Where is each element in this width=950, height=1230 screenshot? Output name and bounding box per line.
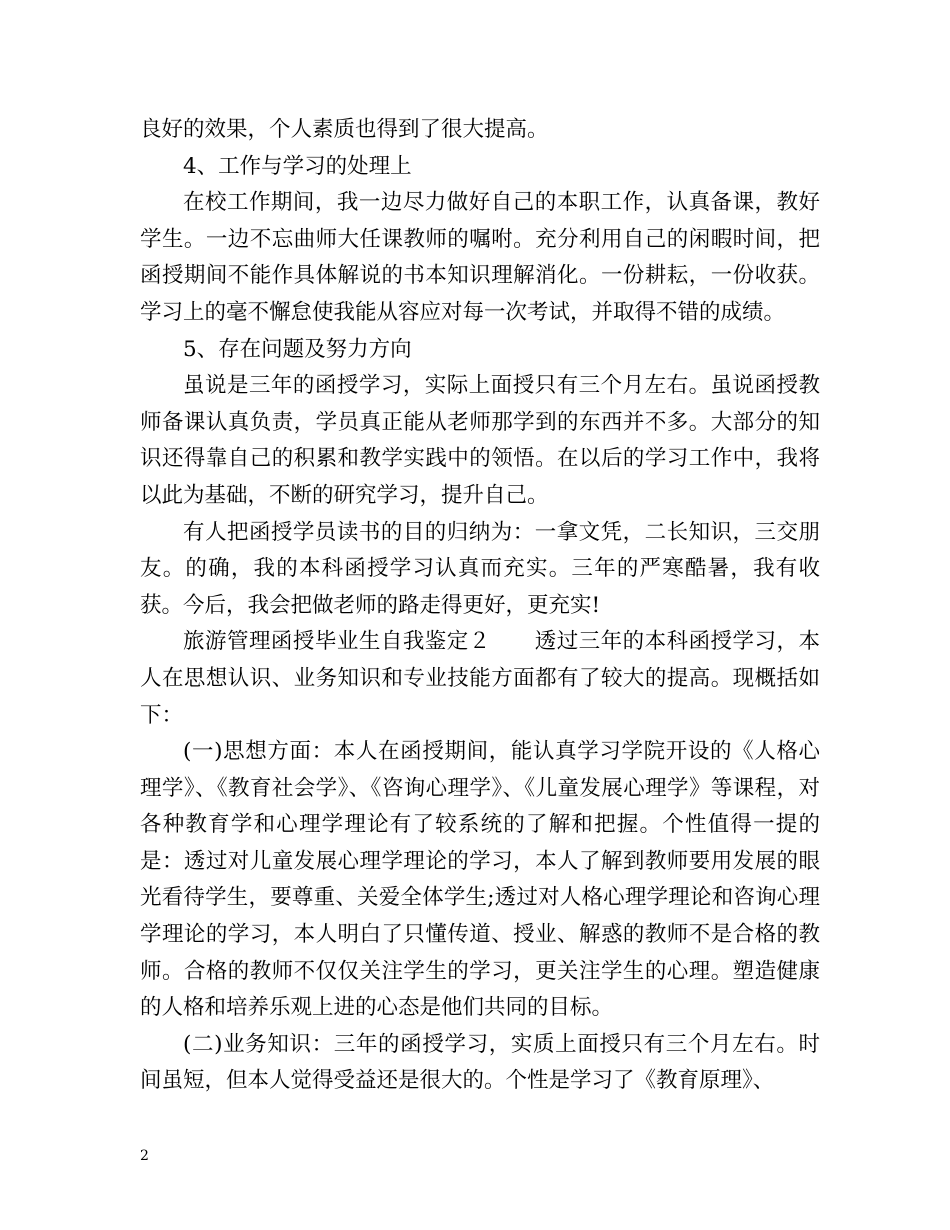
- paragraph-problems: 虽说是三年的函授学习，实际上面授只有三个月左右。虽说函授教师备课认真负责，学员真正能从老师那学到的东西并不多。大部分的知识还得靠自己的积累和教学实践中的领悟。在以后的学习工作中，我将以此为基础，不断的研究学习，提升自己。: [140, 373, 820, 508]
- section-heading-work-study: 4、工作与学习的处理上: [183, 153, 412, 179]
- paragraph-ideology: (一)思想方面：本人在函授期间，能认真学习学院开设的《人格心理学》、《教育社会学》、《咨询心理学》、《儿童发展心理学》等课程，对各种教育学和心理学理论有了较系统的了解和把握。个性值得一提的是：透过对儿童发展心理学理论的学习，本人了解到教师要用发展的眼光看待学生，要尊重、关爱全体学生;透过对人格心理学理论和咨询心理学理论的学习，本人明白了只懂传道、授业、解惑的教师不是合格的教师。合格的教师不仅仅关注学生的学习，更关注学生的心理。塑造健康的人格和培养乐观上进的心态是他们共同的目标。: [140, 739, 820, 1021]
- paragraph-professional-knowledge: (二)业务知识：三年的函授学习，实质上面授只有三个月左右。时间虽短，但本人觉得受益还是很大的。个性是学习了《教育原理》、: [140, 1031, 820, 1094]
- paragraph-summary: 有人把函授学员读书的目的归纳为：一拿文凭，二长知识，三交朋友。的确，我的本科函授学习认真而充实。三年的严寒酷暑，我有收获。今后，我会把做老师的路走得更好，更充实!: [140, 519, 820, 618]
- section-heading-problems: 5、存在问题及努力方向: [183, 336, 412, 362]
- paragraph-appraisal-2-intro: 旅游管理函授毕业生自我鉴定２ 透过三年的本科函授学习，本人在思想认识、业务知识和专业技能方面都有了较大的提高。现概括如下：: [140, 629, 820, 728]
- page-number: 2: [140, 1148, 149, 1164]
- paragraph-work-study: 在校工作期间，我一边尽力做好自己的本职工作，认真备课，教好学生。一边不忘曲师大任课教师的嘱咐。充分利用自己的闲暇时间，把函授期间不能作具体解说的书本知识理解消化。一份耕耘，一份收获。学习上的毫不懈怠使我能从容应对每一次考试，并取得不错的成绩。: [140, 190, 820, 325]
- document-body: [140, 112, 820, 1100]
- paragraph-continuation: 良好的效果，个人素质也得到了很大提高。: [140, 117, 549, 142]
